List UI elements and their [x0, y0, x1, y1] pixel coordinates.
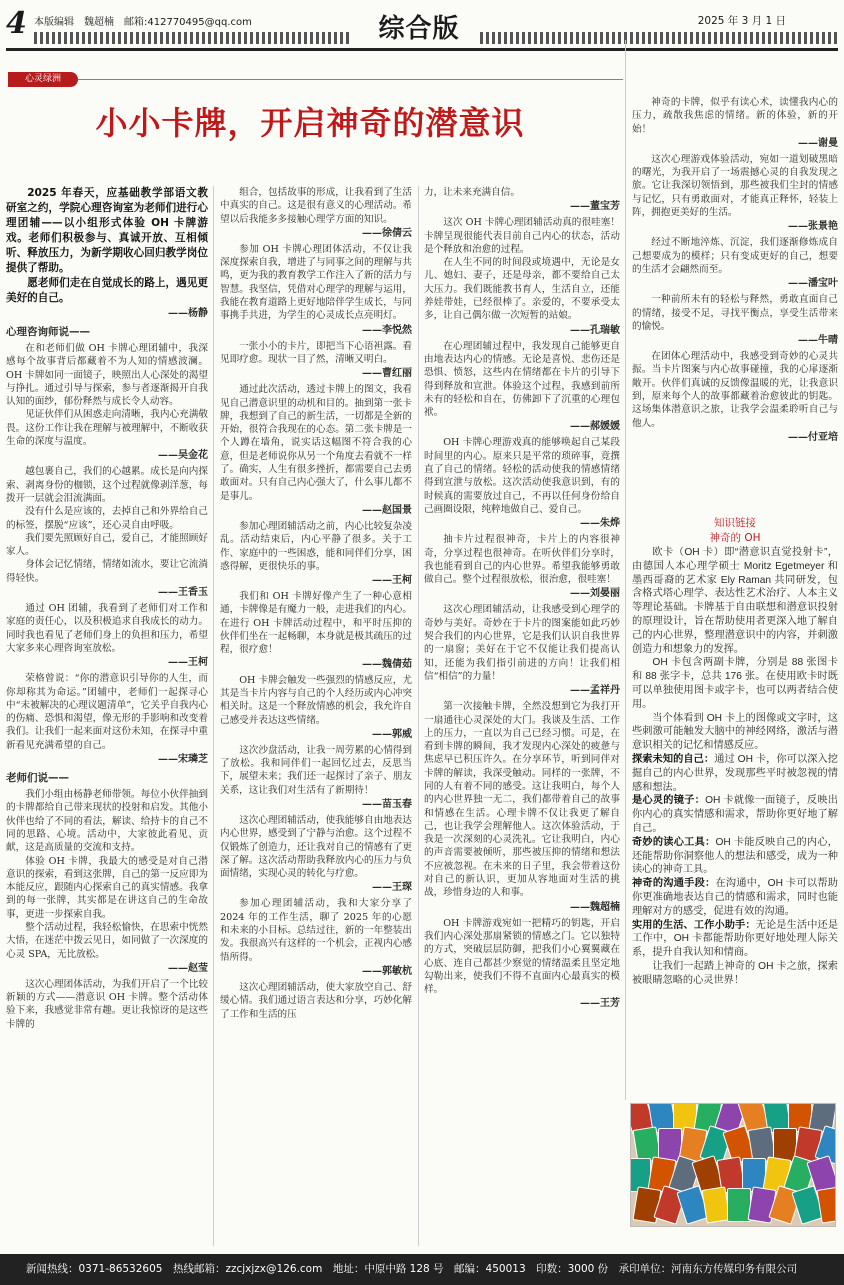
author-signature: ——付亚培 — [788, 431, 838, 443]
body-paragraph: 在团体心理活动中，我感受到奇妙的心灵共振。当卡片图案与内心故事碰撞，我的心扉逐渐敞开。伙伴们真诚的反馈像温暖的光，让我意识到，原来每个人的故事都藏着治愈彼此的钥匙。这场集体潜意识之旅，让我学会温柔聆听自己与他人。 — [632, 351, 838, 429]
author-signature: ——郭威 — [372, 728, 412, 740]
author-signature: ——郭敏杭 — [362, 965, 412, 977]
header-pattern-left — [34, 32, 350, 44]
body-paragraph: 整个活动过程，我轻松愉快，在思索中恍然大悟，在迷茫中拨云见日，如同做了一次深度的心灵 SPA，无比放松。 — [6, 921, 208, 960]
author-signature: ——郝媛媛 — [570, 421, 620, 433]
body-paragraph: 我们小组由杨静老师带领。每位小伙伴抽到的卡牌都给自己带来现状的投射和启发。其他小伙伴也给了不同的看法，解读、给持卡的自己不同的思路、心境。活动中，大家彼此看见、贡献，这是高质量的交流和支持。 — [6, 789, 208, 854]
body-paragraph: 通过此次活动，透过卡牌上的图文，我看见自己潜意识里的动机和目的。抽到第一张卡牌，我想到了自己的新生活，一切都是全新的开始，很符合我现在的心态。第二张卡牌是一个人蹲在墙角，说实话这幅图不符合我的心意，但是老师说你从另一个角度去看就不一样了。确实，人生有很多挫折，都需要自己去勇敢面对。只有自己内心强大了，什么事儿都不是事儿。 — [220, 384, 412, 502]
column-tag: 心灵绿洲 — [8, 72, 78, 87]
body-paragraph: 在人生不同的时间段或境遇中，无论是女儿、媳妇、妻子，还是母亲，都不要给自己太大压力。我们既能教书育人，生活自立，还能养娃带娃，已经很棒了。亲爱的，不要承受太多，让自己偶尔做一次短暂的站娘。 — [424, 257, 620, 322]
body-paragraph: 参加心理团辅活动，我和大家分享了 2024 年的工作生活，聊了 2025 年的心愿和未来的小目标。总结过往，新的一年整装出发。我很高兴有这样的一个机会，正视内心感悟所得。 — [220, 898, 412, 963]
author-signature: ——孔瑞敏 — [570, 324, 620, 336]
article-column-2 — [220, 186, 412, 1250]
body-paragraph: 组合，包括故事的形成，让我看到了生活中真实的自己。这是很有意义的心理活动。希望以后我能多多接触心理学方面的知识。 — [220, 187, 412, 225]
body-paragraph: 越包裹自己，我们的心越累。成长是向内探索、剥离身份的枷锁，这个过程就像剥洋葱，每拨开一层就会泪流满面。 — [6, 466, 208, 504]
author-signature: ——王芳 — [580, 998, 620, 1010]
author-signature: ——董宝芳 — [570, 201, 620, 213]
body-paragraph: 这次心理游戏体验活动，宛如一道划破黑暗的曙光，为我开启了一场震撼心灵的自我发现之旅。它让我深切领悟到，那些被我们尘封的情感与记忆，只有勇敢面对，才能真正释怀，轻装上阵，拥抱更美好的生活。 — [632, 153, 838, 219]
author-signature: ——刘晏丽 — [570, 588, 620, 600]
article-column-3 — [424, 186, 620, 1250]
knowledge-paragraph — [632, 656, 838, 711]
body-paragraph: 第一次接触卡牌，全然没想到它为我打开一扇通往心灵深处的大门。我谈及生活、工作上的压力，一直以为自己已经习惯。可是，在看到卡牌的瞬间，我才发现内心深处的疲惫与焦虑早已积压许久。在分享环节，听到同伴对卡牌的解读，我深受触动。同样的一张牌，不同的人有着不同的感受。这让我明白，每个人的内心世界独一无二，我们都带着自己的故事和情感在生活。心理卡牌不仅让我更了解自己，也让我学会理解他人。这次体验活动，于我是一次深刻的心灵洗礼。它让我明白，内心的声音需要被倾听，那些被压抑的情绪和想法不应被忽视。在未来的日子里，我会带着这份对自己的新认识，更加从容地面对生活的挑战，珍惜身边的人和事。 — [424, 701, 620, 899]
body-paragraph: 这次心理团辅活动，让我感受到心理学的奇妙与美好。奇妙在于卡片的图案能如此巧妙契合我们的内心世界，它是我们认识自我世界的一扇窗；美好在于它不仅能让我们提高认知，还能为我们指引前进的方向！让我们相信“相信”的力量！ — [424, 604, 620, 682]
knowledge-paragraph — [632, 836, 838, 877]
body-paragraph: 参加心理团辅活动之前，内心比较复杂凌乱。活动结束后，内心平静了很多。关于工作、家庭中的一些困惑，能和同伴们分享，困惑得解，更很快乐的事。 — [220, 520, 412, 572]
body-paragraph: 荣格曾说：“你的潜意识引导你的人生，而你却称其为命运。”团辅中，老师们一起探寻心中“未被解决的心理议题清单”，它关乎自我内心的伤痛、恐惧和渴望，像无形的手影响和改变着我们。让我们一起来面对这份未知，在探寻中重新看见充满希望的自己。 — [6, 673, 208, 751]
knowledge-text: 通过 OH 卡，你可以深入挖掘自己的内心世界，发现那些平时被忽视的情感和想法。 — [632, 753, 838, 793]
knowledge-paragraph — [632, 753, 838, 794]
column-divider — [213, 186, 214, 1246]
body-paragraph: 这次 OH 卡牌心理团辅活动真的很哇塞！卡牌呈现很能代表目前自己内心的状态，活动是个释放和治愈的过程。 — [424, 217, 620, 255]
column-divider — [418, 186, 419, 1246]
knowledge-text: OH 卡包含两副卡牌，分别是 88 张图卡和 88 张字卡，总共 176 张。在使用欧卡时既可以单独使用图卡或字卡，也可以两者结合使用。 — [632, 657, 838, 710]
body-paragraph: 抽卡片过程很神奇，卡片上的内容很神奇，分享过程也很神奇。在听伙伴们分享时，我也能看到自己的内心世界。希望我能够勇敢做自己。整个过程很放松，很治愈，很哇塞！ — [424, 534, 620, 586]
author-signature: ——王柯 — [168, 657, 208, 669]
body-paragraph: 我们和 OH 卡牌好像产生了一种心意相通，卡牌像是有魔力一般，走进我们的内心。在进行 OH 卡牌活动过程中，和平时压抑的伙伴们坐在一起畅聊，本身就是极其疏压的过程，很疗愈！ — [220, 591, 412, 656]
knowledge-heading: 探索未知的自己： — [632, 753, 715, 765]
author-signature: ——宋璘芝 — [158, 754, 208, 766]
column-divider — [625, 40, 626, 1100]
author-signature: ——牛晴 — [798, 335, 838, 347]
author-signature: ——李悦然 — [362, 324, 412, 336]
body-paragraph: 一张小小的卡片，即把当下心语袒露。看见即疗愈。现状一目了然，清晰又明白。 — [220, 340, 412, 365]
body-paragraph: 这次心理团体活动，为我们开启了一个比较新颖的方式——潜意识 OH 卡牌。整个活动体验下来，我感觉非常有趣。更让我惊讶的是这些卡牌的 — [6, 978, 208, 1030]
section-name: 综合版 — [378, 14, 460, 44]
body-paragraph: 通过 OH 团辅，我看到了老师们对工作和家庭的责任心，以及积极追求自我成长的动力。同时我也看见了老师们身上的负担和压力，希望大家多来心理咨询室放松。 — [6, 603, 208, 654]
body-paragraph: 神奇的卡牌，似乎有读心术，读懂我内心的压力，疏散我焦虑的情绪。新的体验，新的开始！ — [632, 97, 838, 135]
author-signature: ——苗玉春 — [362, 798, 412, 810]
knowledge-paragraph — [632, 877, 838, 918]
author-signature: ——赵莹 — [168, 962, 208, 974]
author-signature: ——魏超楠 — [570, 901, 620, 913]
knowledge-text: 让我们一起踏上神奇的 OH 卡之旅，探索被眼睛忽略的心灵世界！ — [632, 960, 838, 986]
body-paragraph: 经过不断地淬炼、沉淀，我们逐渐修炼成自己想要成为的模样；只有变成更好的自己，想要的生活才会翩然而至。 — [632, 237, 838, 275]
article-title: 小小卡牌，开启神奇的潜意识 — [95, 104, 525, 142]
section-subhead: 心理咨询师说—— — [6, 326, 90, 338]
header-rule — [6, 48, 838, 51]
section-subhead: 老师们说—— — [6, 772, 69, 785]
body-paragraph: 见证伙伴们从困惑走向清晰，我内心充满敬畏。这份工作让我在理解与被理解中，不断收获生命的深度与温度。 — [6, 409, 208, 448]
article-column-1 — [6, 186, 208, 1250]
author-signature: ——杨静 — [168, 308, 208, 319]
knowledge-paragraph — [632, 794, 838, 835]
body-paragraph: 参加 OH 卡牌心理团体活动，不仅让我深度探索自我，增进了与同事之间的理解与共鸣，更为我的教育教学工作注入了新的活力与智慧。我坚信，凭借对心理学的理解与运用，我能在教育道路上更好地陪伴学生成长，与同事携手共进，为学生的心灵成长点亮明灯。 — [220, 243, 412, 322]
knowledge-paragraph — [632, 919, 838, 960]
column-tag-line — [78, 79, 623, 80]
body-paragraph: OH 卡牌游戏宛如一把精巧的钥匙，开启我们内心深处那扇紧锁的情感之门。它以独特的方式，突破层层防御，把我们小心翼翼藏在心底、连自己都甚少察觉的情绪温柔且坚定地勾勒出来，使我们不得不直面内心最真实的模样。 — [424, 917, 620, 996]
author-signature: ——朱烨 — [580, 518, 620, 530]
knowledge-heading: 奇妙的读心工具： — [632, 836, 716, 848]
body-paragraph: 在心理团辅过程中，我发现自己能够更自由地表达内心的情感。无论是喜悦、悲伤还是恐惧、愤怒，这些内在情绪都在卡片的引导下得到释放和宣泄。体验这个过程，我感到前所未有的轻松和自在，仿佛卸下了沉重的心理包袱。 — [424, 340, 620, 419]
knowledge-text: OH 卡就像一面镜子，反映出你内心的真实情感和需求，帮助你更好地了解自己。 — [632, 795, 838, 834]
page-number: 4 — [6, 6, 27, 41]
body-paragraph: 体验 OH 卡牌，我最大的感受是对自己潜意识的探索，看到这张牌，自己的第一反应即为本能反应，跟随内心探索自己的真实情感。我拿到的每一张牌，其实都是在讲这自己的生命故事，更进一步探索自我。 — [6, 855, 208, 920]
knowledge-paragraph — [632, 960, 838, 988]
knowledge-text: 在沟通中，OH 卡可以帮助你更准确地表达自己的情感和需求，同时也能理解对方的感受，促进有效的沟通。 — [632, 878, 838, 917]
header-pattern-right — [480, 32, 838, 44]
body-paragraph: 没有什么是应该的，去掉自己和外界给自己的标签，摆脱“应该”，还心灵自由呼吸。 — [6, 506, 208, 531]
knowledge-label: 知识链接 — [714, 517, 756, 529]
knowledge-heading: 实用的生活、工作小助手： — [632, 919, 756, 931]
body-paragraph: OH 卡牌心理游戏真的能够唤起自己某段时间里的内心。原来只是平常的琐碎事，竟撰直了自己的情绪。轻松的活动使我的情感情绪得到宣泄与放松。这次活动使我意识到，有的时候真的需要放过自己，不再以任何身份给自己画圈设限，纯粹地做自己、爱自己。 — [424, 437, 620, 515]
body-paragraph: 身体会记忆情绪，情绪如流水，要让它流淌得轻快。 — [6, 559, 208, 584]
body-paragraph: 一种前所未有的轻松与释然，勇敢直面自己的情绪，接受不足，寻找平衡点，享受生活带来的愉悦。 — [632, 294, 838, 332]
author-signature: ——潘宝叶 — [788, 278, 838, 290]
knowledge-paragraph — [632, 546, 838, 656]
page-header — [0, 0, 844, 64]
body-paragraph: 这次心理团辅活动，使大家放空自己、舒缓心情。我们通过语言表达和分享，巧妙化解了工作和生活的压 — [220, 981, 412, 1020]
author-signature: ——谢曼 — [798, 137, 838, 149]
knowledge-heading: 是心灵的镜子： — [632, 795, 706, 807]
author-signature: ——曹红丽 — [362, 368, 412, 380]
page-footer: 新闻热线：0371-86532605 热线邮箱：zzcjxjzx@126.com 地址：中原中路 128 号 邮编：450013 印数：3000 份 承印单位：河南东方传媒印务有限公司 — [0, 1254, 844, 1285]
issue-date: 2025 年 3 月 1 日 — [697, 15, 786, 27]
editor-info: 本版编辑 魏超楠 邮箱:412770495@qq.com — [34, 17, 252, 28]
knowledge-text: 无论是生活中还是工作中，OH 卡都能帮助你更好地处理人际关系，提升自我认知和情商。 — [632, 919, 838, 959]
knowledge-text: OH 卡能反映自己的内心，还能帮助你洞察他人的想法和感受，成为一种读心的神奇工具。 — [632, 836, 838, 876]
author-signature: ——张景艳 — [788, 221, 838, 233]
body-paragraph: 这次心理团辅活动，使我能够自由地表达内心世界，感受到了宁静与治愈。这个过程不仅锻炼了创造力，还让我对自己的情感有了更深了解。这次活动帮助我释放内心的压力与负面情绪，实现心灵的转化与疗愈。 — [220, 814, 412, 880]
knowledge-text: 欧卡（OH 卡）即“潜意识直觉投射卡”，由德国人本心理学硕士 Moritz Egetmeyer 和墨西哥裔的艺术家 Ely Raman 共同研发，包含格式塔心理学、表达性艺术治疗、人本主义等理论基础。卡牌基于自由联想和潜意识投射的原理设计，旨在帮助使用者更深入地了解自己的内心世界，整理潜意识中的内容，并刺激创造力和想象力的发挥。 — [632, 547, 838, 655]
lead-paragraph: 2025 年春天，应基础教学部语文教研室之约，学院心理咨询室为老师们进行心理团辅——以小组形式体验 OH 卡牌游戏。老师们积极参与、真诚开放、互相倾听、释放压力，为新学期收心回归教学岗位提供了帮助。 — [6, 187, 208, 274]
body-paragraph: OH 卡牌会触发一些强烈的情感反应，尤其是当卡片内容与自己的个人经历或内心冲突相关时。这是一个释放情感的机会，我允许自己感受并表达这些情绪。 — [220, 674, 412, 726]
author-signature: ——赵国景 — [362, 504, 412, 516]
body-paragraph: 我们要先照顾好自己，爱自己，才能照顾好家人。 — [6, 532, 208, 558]
author-signature: ——王香玉 — [158, 587, 208, 599]
knowledge-box — [632, 516, 838, 1100]
author-signature: ——王柯 — [372, 575, 412, 587]
oh-cards-photo — [630, 1103, 836, 1227]
author-signature: ——吴金花 — [158, 450, 208, 462]
knowledge-text: 当个体看到 OH 卡上的图像或文字时，这些刺激可能触发大脑中的神经网络，激活与潜意识相关的记忆和情感反应。 — [632, 712, 838, 752]
knowledge-subtitle: 神奇的 OH — [709, 532, 761, 544]
author-signature: ——魏倩茹 — [362, 658, 412, 670]
knowledge-paragraph — [632, 712, 838, 753]
author-signature: ——徐倩云 — [362, 227, 412, 239]
body-paragraph: 这次沙盘活动，让我一周劳累的心情得到了放松。我和同伴们一起回忆过去，反思当下，展望未来；我们还一起探讨了亲子、朋友关系，这让我们对生活有了新期待！ — [220, 744, 412, 796]
article-column-4 — [632, 96, 838, 514]
lead-paragraph: 愿老师们走在自觉成长的路上，遇见更美好的自己。 — [6, 277, 208, 304]
body-paragraph: 在和老师们做 OH 卡牌心理团辅中，我深感每个故事背后都藏着不为人知的情感波澜。OH 卡牌如同一面镜子，映照出人心深处的渴望与挣扎。通过引导与探索，参与者逐渐揭开自我认知的面纱，郁份释然与成长令人动容。 — [6, 343, 208, 408]
body-paragraph: 力，让未来充满自信。 — [424, 187, 520, 198]
knowledge-heading: 神奇的沟通手段： — [632, 878, 716, 890]
author-signature: ——王琛 — [372, 882, 412, 894]
author-signature: ——孟祥丹 — [570, 685, 620, 697]
